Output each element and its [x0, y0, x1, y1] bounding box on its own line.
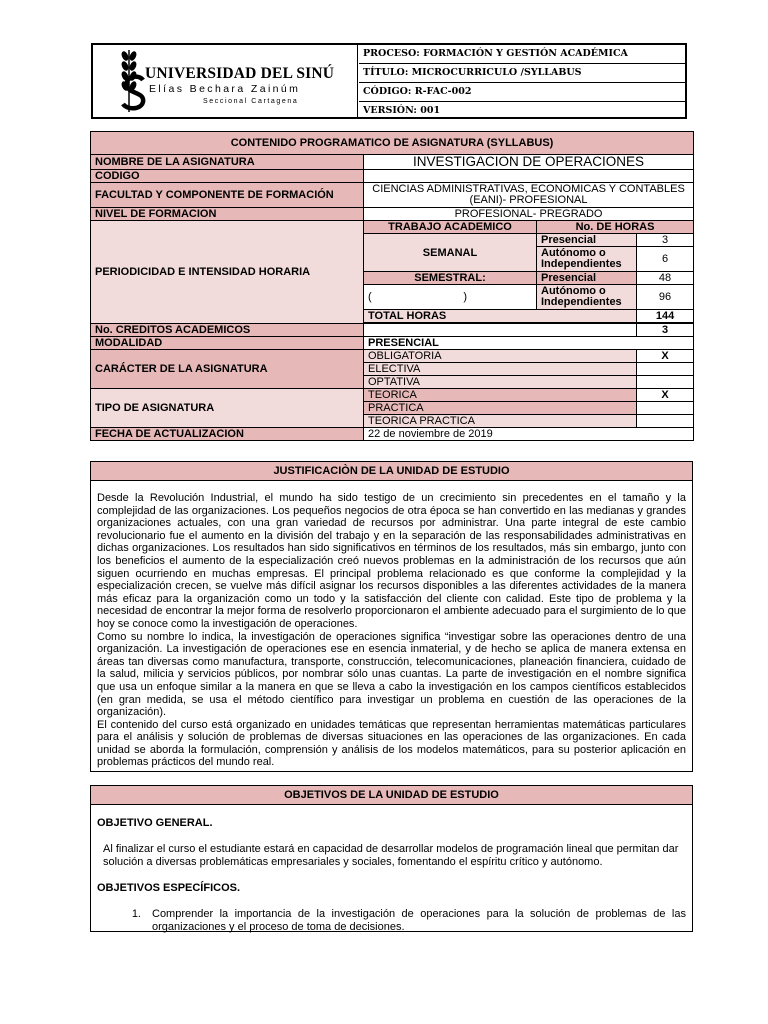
university-logo-block [93, 45, 358, 117]
trabajo-header: TRABAJO ACADEMICO [364, 221, 537, 234]
tipo-mark [637, 415, 694, 428]
semanal-presencial-label: Presencial [537, 234, 637, 247]
university-name: UNIVERSIDAD DEL SINÚ [145, 65, 335, 82]
tipo-mark: X [637, 389, 694, 402]
caracter-mark: X [637, 350, 694, 363]
fecha-value: 22 de noviembre de 2019 [364, 428, 694, 441]
objetivo-especifico-number: 1. [131, 908, 141, 921]
tipo-label: TIPO DE ASIGNATURA [91, 389, 364, 428]
objetivos-section [90, 785, 693, 932]
caracter-option: ELECTIVA [364, 363, 637, 376]
codigo-value [364, 170, 694, 183]
nivel-label: NIVEL DE FORMACION [91, 208, 364, 221]
modalidad-value: PRESENCIAL [364, 337, 694, 350]
meta-version: VERSIÓN: 001 [363, 105, 441, 116]
syllabus-table [90, 131, 694, 441]
semestral-autonomo-label: Autónomo o Independientes [537, 285, 637, 310]
tipo-option: TEORICA [364, 389, 637, 402]
syllabus-title: CONTENIDO PROGRAMATICO DE ASIGNATURA (SYLLABUS) [91, 132, 694, 155]
meta-titulo: TÍTULO: MICROCURRICULO /SYLLABUS [359, 64, 685, 83]
objetivos-especificos-heading: OBJETIVOS ESPECÍFICOS. [97, 882, 241, 895]
codigo-label: CODIGO [91, 170, 364, 183]
semestral-label: SEMESTRAL: [364, 272, 537, 285]
caracter-option: OPTATIVA [364, 376, 637, 389]
objetivo-especifico-text: Comprender la importancia de la investigación de operaciones para la solución de problemas de las organizaciones y el proceso de toma de decisiones. [152, 908, 686, 933]
objetivo-general-heading: OBJETIVO GENERAL. [97, 817, 213, 829]
objetivos-title: OBJETIVOS DE LA UNIDAD DE ESTUDIO [91, 786, 692, 805]
caracter-mark [637, 376, 694, 389]
semanal-label: SEMANAL [364, 234, 537, 272]
nivel-value: PROFESIONAL- PREGRADO [364, 208, 694, 221]
semanal-presencial-value: 3 [637, 234, 694, 247]
meta-codigo: CÓDIGO: R-FAC-002 [359, 83, 685, 102]
facultad-value: CIENCIAS ADMINISTRATIVAS, ECONOMICAS Y CONTABLES (EANI)- PROFESIONAL [364, 183, 694, 208]
tipo-mark [637, 402, 694, 415]
justificacion-paragraph: El contenido del curso está organizado en unidades temáticas que representan herramientas matemáticas particulares para el análisis y solución de problemas de diversas situaciones en las operaciones de las organizaciones. En cada unidad se aborda la formulación, comprensión y análisis de los modelos matemáticos, para su posterior aplicación en problemas prácticos del mundo real. [97, 718, 686, 769]
campus-name: Seccional Cartagena [203, 98, 299, 105]
fecha-label: FECHA DE ACTUALIZACION [91, 428, 364, 441]
horas-header: No. DE HORAS [537, 221, 694, 234]
facultad-label: FACULTAD Y COMPONENTE DE FORMACIÓN [91, 183, 364, 208]
founder-name: Elías Bechara Zainúm [149, 83, 301, 95]
objetivo-general-text: Al finalizar el curso el estudiante estará en capacidad de desarrollar modelos de programación lineal que permitan dar solución a diversas problemáticas empresariales y sociales, fomentando el espíritu crítico y autónomo. [103, 843, 679, 868]
creditos-label: No. CREDITOS ACADEMICOS [91, 324, 364, 337]
caracter-label: CARÁCTER DE LA ASIGNATURA [91, 350, 364, 389]
university-logo-icon [95, 46, 147, 116]
document-header [91, 43, 687, 119]
objetivo-especifico-item [97, 908, 686, 933]
semanal-autonomo-label: Autónomo o Independientes [537, 247, 637, 272]
modalidad-label: MODALIDAD [91, 337, 364, 350]
tipo-option: PRACTICA [364, 402, 637, 415]
caracter-mark [637, 363, 694, 376]
semestral-autonomo-value: 96 [637, 285, 694, 310]
semestral-presencial-value: 48 [637, 272, 694, 285]
total-horas-label: TOTAL HORAS [364, 310, 637, 323]
document-meta [359, 45, 685, 117]
justificacion-paragraph: Como su nombre lo indica, la investigación de operaciones significa “investigar sobre las operaciones dentro de una organización. La investigación de operaciones ese en esencia inmaterial, y de hecho se aplica de manera extensa en áreas tan diversas como manufactura, transporte, construcción, telecomunicaciones, planeación financiera, cuidado de la salud, milicia y servicios públicos, por nombrar sólo unas cuantas. La parte de investigación en el nombre significa que usa un enfoque similar a la manera en que se lleva a cabo la investigación en los campos científicos establecidos (en gran medida, se usa el método científico para investigar un problema en cuestión de las operaciones de la organización). [97, 630, 686, 719]
justificacion-paragraph: Desde la Revolución Industrial, el mundo ha sido testigo de un crecimiento sin precedentes en el tamaño y la complejidad de las organizaciones. Los pequeños negocios de otra época se han convertido en las medianas y grandes organizaciones actuales, con una gran variedad de recursos por administrar. Una parte integral de este cambio revolucionario fue el aumento en la división del trabajo y en la separación de las responsabilidades administrativas en dichas organizaciones. Los resultados han sido significativos en términos de los resultados, más sin embargo, junto con los beneficios el aumento de la especialización creó nuevos problemas en la administración de los recursos que aún siguen ocurriendo en muchas empresas. El principal problema relacionado es que conforme la complejidad y la especialización crecen, se vuelve más difícil asignar los recursos disponibles a las diferentes actividades de la manera más eficaz para la organización como un todo y la satisfacción del cliente con calidad. Este tipo de problema y la necesidad de encontrar la mejor forma de resolverlo proporcionaron el ambiente adecuado para el surgimiento de lo que hoy se conoce como la investigación de operaciones. [97, 492, 686, 630]
semanal-autonomo-value: 6 [637, 247, 694, 272]
creditos-value: 3 [637, 324, 694, 337]
semestral-presencial-label: Presencial [537, 272, 637, 285]
justificacion-title: JUSTIFICACIÒN DE LA UNIDAD DE ESTUDIO [91, 462, 692, 481]
tipo-option: TEORICA PRACTICA [364, 415, 637, 428]
nombre-value: INVESTIGACION DE OPERACIONES [364, 155, 694, 170]
semestral-blank-cell: ( ) [364, 285, 537, 310]
nombre-label: NOMBRE DE LA ASIGNATURA [91, 155, 364, 170]
creditos-blank [364, 324, 637, 337]
caracter-option: OBLIGATORIA [364, 350, 637, 363]
justificacion-section [90, 461, 693, 772]
periodicidad-label: PERIODICIDAD E INTENSIDAD HORARIA [91, 221, 364, 324]
total-horas-value: 144 [637, 310, 694, 323]
meta-proceso: PROCESO: FORMACIÓN Y GESTIÓN ACADÉMICA [359, 45, 685, 64]
